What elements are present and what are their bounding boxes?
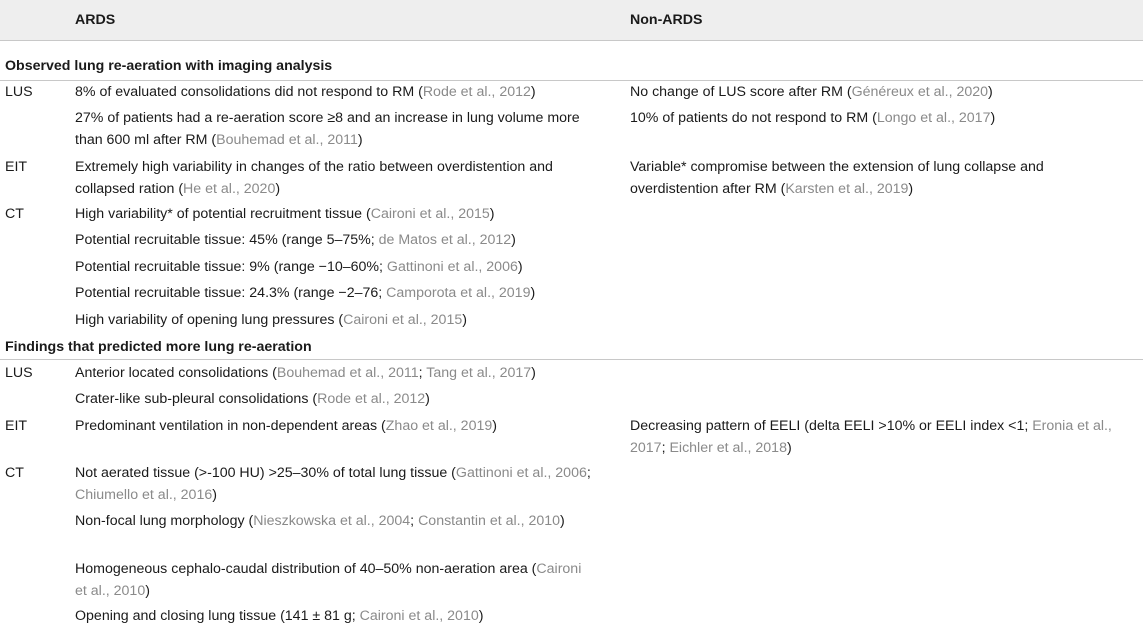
citation-link[interactable]: Tang et al., 2017 — [426, 365, 532, 381]
citation-link[interactable]: Caironi et al., 2015 — [343, 312, 463, 328]
column-header-ards: ARDS — [75, 12, 116, 28]
ards-cell — [75, 511, 595, 533]
citation-link[interactable]: Généreux et al., 2020 — [851, 84, 989, 100]
cell-text: Anterior located consolidations ( — [75, 365, 277, 381]
citation-link[interactable]: Chiumello et al., 2016 — [75, 486, 213, 503]
cell-text: ) — [531, 365, 536, 381]
cell-text: Potential recruitable tissue: 45% (range 5–75%; — [75, 232, 379, 248]
cell-text: ) — [511, 232, 516, 248]
ards-cell — [75, 283, 595, 305]
ards-cell — [75, 257, 595, 279]
cell-text: ) — [357, 131, 363, 148]
citation-link[interactable]: de Matos et al., 2012 — [378, 232, 512, 248]
citation-link[interactable]: Eichler et al., 2018 — [669, 439, 787, 456]
non-ards-cell — [630, 108, 1130, 130]
cell-text: 27% of patients had a re-aeration score ≥8 and an increase in lung volume more than 600 ml after RM ( — [75, 110, 580, 148]
citation-link[interactable]: Caironi et al., 2015 — [370, 206, 490, 222]
ards-cell — [75, 463, 595, 506]
table-header — [0, 0, 1143, 41]
ards-cell — [75, 559, 595, 602]
divider — [0, 359, 1143, 360]
row-label: LUS — [5, 84, 33, 100]
citation-link[interactable]: Longo et al., 2017 — [876, 110, 991, 126]
ards-cell — [75, 416, 595, 438]
section-title-predicted: Findings that predicted more lung re-aeration — [5, 339, 312, 355]
cell-text: Non-focal lung morphology ( — [75, 513, 254, 529]
row-label: LUS — [5, 365, 33, 381]
ards-cell — [75, 230, 595, 252]
citation-link[interactable]: Zhao et al., 2019 — [385, 418, 493, 434]
cell-text: ) — [786, 439, 792, 456]
cell-text: Crater-like sub-pleural consolidations ( — [75, 391, 318, 407]
ards-cell — [75, 310, 595, 332]
cell-text: ) — [990, 110, 996, 126]
cell-text: ; — [586, 465, 591, 481]
citation-link[interactable]: Caironi et al., 2010 — [75, 561, 582, 599]
citation-link[interactable]: Gattinoni et al., 2006 — [386, 259, 518, 275]
citation-link[interactable]: Bouhemad et al., 2011 — [276, 365, 419, 381]
ards-cell — [75, 363, 595, 385]
non-ards-cell — [630, 82, 1130, 104]
section-title-observed: Observed lung re-aeration with imaging analysis — [5, 58, 333, 74]
cell-text: ) — [988, 84, 993, 100]
cell-text: ; — [661, 439, 670, 456]
citation-link[interactable]: He et al., 2020 — [183, 180, 276, 197]
citation-link[interactable]: Nieszkowska et al., 2004 — [253, 513, 411, 529]
citation-link[interactable]: Caironi et al., 2010 — [359, 608, 479, 624]
cell-text: ) — [492, 418, 497, 434]
row-label: CT — [5, 465, 24, 481]
ards-cell — [75, 389, 595, 411]
citation-link[interactable]: Camporota et al., 2019 — [386, 285, 531, 301]
cell-text: ) — [212, 486, 217, 503]
cell-text: Potential recruitable tissue: 9% (range −10–60%; — [75, 259, 387, 275]
non-ards-cell — [630, 416, 1130, 459]
cell-text: ) — [560, 513, 565, 529]
column-header-non-ards: Non-ARDS — [630, 12, 703, 28]
citation-link[interactable]: Eronia et al., 2017 — [630, 418, 1112, 456]
cell-text: ) — [462, 312, 467, 328]
cell-text: ; — [418, 365, 427, 381]
ards-cell — [75, 606, 595, 628]
cell-text: Not aerated tissue (>-100 HU) >25–30% of total lung tissue ( — [75, 465, 456, 481]
row-label: EIT — [5, 159, 28, 175]
ards-cell — [75, 157, 595, 200]
cell-text: ) — [530, 84, 536, 100]
cell-text: High variability* of potential recruitment tissue ( — [75, 206, 371, 222]
citation-link[interactable]: Constantin et al., 2010 — [418, 513, 561, 529]
cell-text: ) — [478, 608, 484, 624]
cell-text: No change of LUS score after RM ( — [630, 84, 852, 100]
cell-text: Homogeneous cephalo-caudal distribution of 40–50% non-aeration area ( — [75, 561, 537, 577]
row-label: EIT — [5, 418, 28, 434]
cell-text: ) — [275, 180, 281, 197]
divider — [0, 80, 1143, 81]
cell-text: Variable* compromise between the extension of lung collapse and overdistention after RM ( — [630, 159, 1044, 197]
citation-link[interactable]: Gattinoni et al., 2006 — [455, 465, 587, 481]
ards-cell — [75, 204, 595, 226]
non-ards-cell — [630, 157, 1130, 200]
ards-cell — [75, 82, 595, 104]
citation-link[interactable]: Rode et al., 2012 — [422, 84, 531, 100]
cell-text: Potential recruitable tissue: 24.3% (range −2–76; — [75, 285, 387, 301]
cell-text: ; — [410, 513, 419, 529]
row-label: CT — [5, 206, 24, 222]
cell-text: Opening and closing lung tissue (141 ± 81 g; — [75, 608, 360, 624]
cell-text: Predominant ventilation in non-dependent areas ( — [75, 418, 386, 434]
citation-link[interactable]: Karsten et al., 2019 — [785, 180, 909, 197]
cell-text: Decreasing pattern of EELI (delta EELI >10% or EELI index <1; — [630, 418, 1033, 434]
cell-text: 10% of patients do not respond to RM ( — [630, 110, 877, 126]
cell-text: ) — [145, 582, 150, 599]
cell-text: ) — [530, 285, 536, 301]
cell-text: 8% of evaluated consolidations did not respond to RM ( — [75, 84, 423, 100]
ards-cell — [75, 108, 595, 151]
cell-text: High variability of opening lung pressures ( — [75, 312, 344, 328]
cell-text: ) — [517, 259, 523, 275]
cell-text: ) — [425, 391, 430, 407]
citation-link[interactable]: Rode et al., 2012 — [317, 391, 426, 407]
cell-text: ) — [908, 180, 914, 197]
cell-text: ) — [489, 206, 495, 222]
citation-link[interactable]: Bouhemad et al., 2011 — [216, 131, 358, 148]
cell-text: Extremely high variability in changes of the ratio between overdistention and collapsed ration ( — [75, 159, 553, 197]
